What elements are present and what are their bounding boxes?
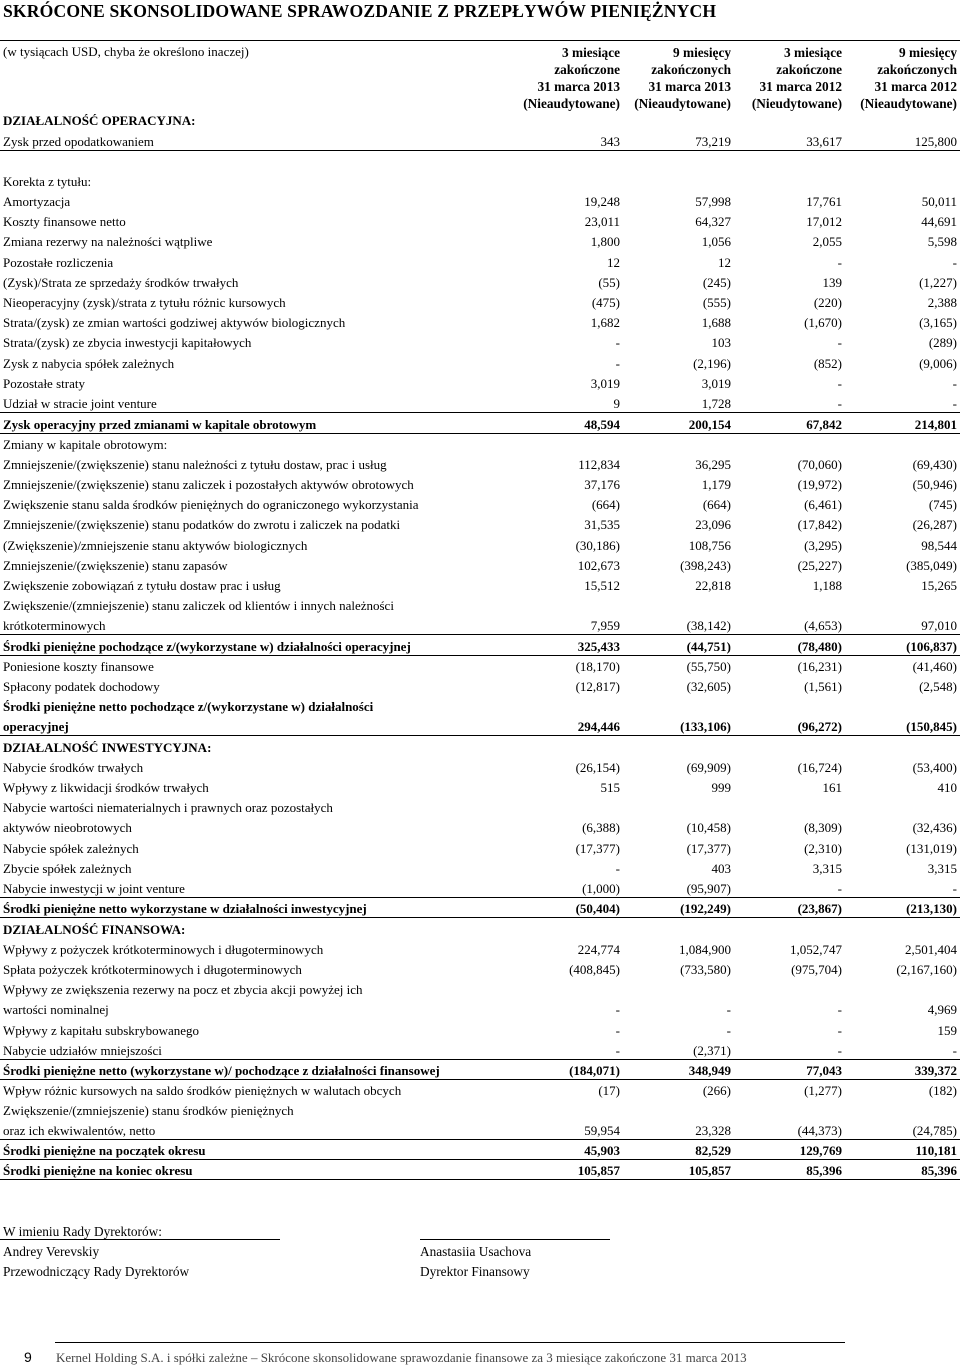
row-label: Środki pieniężne netto pochodzące z/(wykorzystane w) działalności [3, 699, 374, 714]
value-q1-2012: (96,272) [797, 719, 842, 734]
value-q1-2012: (3,295) [804, 538, 842, 553]
value-nine-months-2013: 1,056 [701, 234, 731, 249]
value-nine-months-2012: (69,430) [912, 457, 957, 472]
table-row [0, 716, 960, 736]
value-nine-months-2013: 64,327 [695, 214, 731, 229]
table-row [0, 332, 960, 352]
row-label: Nabycie środków trwałych [3, 760, 144, 775]
table-row [0, 696, 960, 716]
value-q1-2012: 139 [822, 275, 842, 290]
value-nine-months-2013: 22,818 [695, 578, 731, 593]
value-q1-2012: - [837, 1023, 842, 1038]
value-nine-months-2012: 110,181 [915, 1143, 957, 1158]
title-rule [0, 40, 960, 41]
value-q1-2013: 3,019 [590, 376, 620, 391]
table-row [0, 656, 960, 676]
table-row [0, 110, 960, 130]
value-nine-months-2013: (192,249) [680, 901, 731, 916]
value-nine-months-2012: (2,167,160) [896, 962, 957, 977]
value-nine-months-2013: 403 [711, 861, 731, 876]
table-row [0, 1060, 960, 1080]
value-nine-months-2012: 125,800 [914, 134, 957, 149]
value-q1-2013: 294,446 [577, 719, 620, 734]
row-label: Zmniejszenie/(zwiększenie) stanu należności z tytułu dostaw, prac i usług [3, 457, 387, 472]
value-q1-2012: (220) [813, 295, 842, 310]
row-label: Środki pieniężne netto wykorzystane w działalności inwestycyjnej [3, 901, 367, 916]
value-nine-months-2012: (2,548) [919, 679, 957, 694]
value-q1-2013: (17) [598, 1083, 620, 1098]
value-nine-months-2012: 4,969 [927, 1002, 957, 1017]
value-nine-months-2013: 36,295 [695, 457, 731, 472]
value-nine-months-2012: (24,785) [912, 1123, 957, 1138]
row-rule [0, 917, 960, 918]
value-nine-months-2012: 44,691 [921, 214, 957, 229]
value-nine-months-2013: 73,219 [695, 134, 731, 149]
column-header-1: 3 miesiące zakończone 31 marca 2013 (Nieaudytowane) [523, 45, 620, 111]
row-label: Wpływy z kapitału subskrybowanego [3, 1023, 200, 1038]
value-q1-2012: 3,315 [812, 861, 842, 876]
value-q1-2013: (475) [591, 295, 620, 310]
value-q1-2013: (6,388) [582, 820, 620, 835]
table-row [0, 737, 960, 757]
value-q1-2012: - [837, 881, 842, 896]
value-q1-2012: 33,617 [806, 134, 842, 149]
value-nine-months-2013: (733,580) [680, 962, 731, 977]
row-rule [0, 150, 960, 151]
value-q1-2013: (1,000) [582, 881, 620, 896]
value-q1-2013: (12,817) [575, 679, 620, 694]
row-label: (Zysk)/Strata ze sprzedaży środków trwałych [3, 275, 239, 290]
value-nine-months-2012: (9,006) [919, 356, 957, 371]
value-nine-months-2013: (245) [702, 275, 731, 290]
value-nine-months-2012: (50,946) [912, 477, 957, 492]
value-nine-months-2012: 339,372 [914, 1063, 957, 1078]
row-label: Poniesione koszty finansowe [3, 659, 154, 674]
table-row [0, 959, 960, 979]
row-label: Zmniejszenie/(zwiększenie) stanu podatków do zwrotu i zaliczek na podatki [3, 517, 401, 532]
column-header-4: 9 miesięcy zakończonych 31 marca 2012 (Nieaudytowane) [860, 45, 957, 111]
value-q1-2013: 59,954 [584, 1123, 620, 1138]
value-q1-2013: - [615, 1023, 620, 1038]
row-label: Wpływy z likwidacji środków trwałych [3, 780, 209, 795]
table-row [0, 272, 960, 292]
value-nine-months-2012: (53,400) [912, 760, 957, 775]
value-nine-months-2013: 23,328 [695, 1123, 731, 1138]
value-nine-months-2012: - [952, 376, 957, 391]
value-q1-2012: (44,373) [797, 1123, 842, 1138]
value-nine-months-2012: - [952, 396, 957, 411]
signatory-name-left: Andrey Verevskiy [3, 1244, 100, 1259]
table-row [0, 838, 960, 858]
row-label: Koszty finansowe netto [3, 214, 126, 229]
table-row [0, 373, 960, 393]
value-q1-2013: 1,800 [590, 234, 620, 249]
table-row [0, 434, 960, 454]
value-q1-2013: 9 [613, 396, 620, 411]
row-rule [0, 735, 960, 736]
value-nine-months-2012: - [952, 1043, 957, 1058]
row-label: Udział w stracie joint venture [3, 396, 157, 411]
value-q1-2012: (4,653) [804, 618, 842, 633]
value-nine-months-2012: (1,227) [919, 275, 957, 290]
column-header-3: 3 miesiące zakończone 31 marca 2012 (Nieudytowane) [751, 45, 842, 111]
row-label: Amortyzacja [3, 194, 71, 209]
value-nine-months-2013: 12 [718, 255, 731, 270]
value-q1-2013: - [615, 1002, 620, 1017]
table-row [0, 414, 960, 434]
value-nine-months-2013: (555) [702, 295, 731, 310]
table-row [0, 1100, 960, 1120]
value-q1-2012: (975,704) [791, 962, 842, 977]
row-label: aktywów nieobrotowych [3, 820, 132, 835]
value-q1-2012: - [837, 396, 842, 411]
value-q1-2012: 2,055 [812, 234, 842, 249]
value-nine-months-2013: (69,909) [686, 760, 731, 775]
value-nine-months-2012: 97,010 [921, 618, 957, 633]
table-row [0, 939, 960, 959]
value-nine-months-2013: (55,750) [686, 659, 731, 674]
value-nine-months-2012: (131,019) [906, 841, 957, 856]
row-rule [0, 412, 960, 413]
row-label: Zysk operacyjny przed zmianami w kapitale obrotowym [3, 417, 317, 432]
row-label: operacyjnej [3, 719, 69, 734]
table-row [0, 131, 960, 151]
row-label: Zbycie spółek zależnych [3, 861, 132, 876]
value-nine-months-2013: (664) [702, 497, 731, 512]
value-q1-2013: (26,154) [575, 760, 620, 775]
row-label: Zmniejszenie/(zwiększenie) stanu zapasów [3, 558, 228, 573]
value-nine-months-2012: (289) [928, 335, 957, 350]
value-q1-2013: 23,011 [584, 214, 620, 229]
value-nine-months-2012: 2,388 [927, 295, 957, 310]
value-nine-months-2013: (32,605) [686, 679, 731, 694]
value-q1-2012: 129,769 [799, 1143, 842, 1158]
value-q1-2012: 161 [822, 780, 842, 795]
value-nine-months-2013: - [726, 1023, 731, 1038]
value-nine-months-2012: 5,598 [927, 234, 957, 249]
value-nine-months-2012: (150,845) [906, 719, 957, 734]
table-row [0, 1120, 960, 1140]
table-row [0, 878, 960, 898]
value-nine-months-2012: (26,287) [912, 517, 957, 532]
table-row [0, 636, 960, 656]
row-label: oraz ich ekwiwalentów, netto [3, 1123, 156, 1138]
row-label: Wpływy z pożyczek krótkoterminowych i długoterminowych [3, 942, 324, 957]
table-row [0, 797, 960, 817]
value-q1-2012: - [837, 376, 842, 391]
row-label: Środki pieniężne pochodzące z/(wykorzystane w) działalności operacyjnej [3, 639, 411, 654]
row-label: Pozostałe rozliczenia [3, 255, 114, 270]
value-q1-2013: (664) [591, 497, 620, 512]
row-label: Środki pieniężne na początek okresu [3, 1143, 206, 1158]
row-label: Zmniejszenie/(zwiększenie) stanu zaliczek i pozostałych aktywów obrotowych [3, 477, 414, 492]
value-q1-2012: (1,561) [804, 679, 842, 694]
table-row [0, 1160, 960, 1180]
value-nine-months-2013: (2,196) [693, 356, 731, 371]
value-q1-2013: 102,673 [577, 558, 620, 573]
row-label: Wpływy ze zwiększenia rezerwy na pocz et zbycia akcji powyżej ich [3, 982, 363, 997]
value-nine-months-2013: (17,377) [686, 841, 731, 856]
value-nine-months-2013: 200,154 [688, 417, 731, 432]
value-nine-months-2012: 85,396 [921, 1163, 957, 1178]
value-q1-2012: (70,060) [797, 457, 842, 472]
value-q1-2013: 105,857 [577, 1163, 620, 1178]
value-q1-2013: 343 [600, 134, 620, 149]
row-label: Spłacony podatek dochodowy [3, 679, 160, 694]
table-row [0, 1040, 960, 1060]
value-q1-2012: (16,231) [797, 659, 842, 674]
row-label: Zmiany w kapitale obrotowym: [3, 437, 168, 452]
value-nine-months-2012: 159 [937, 1023, 957, 1038]
row-label: DZIAŁALNOŚĆ OPERACYJNA: [3, 113, 196, 128]
value-nine-months-2013: 999 [711, 780, 731, 795]
value-q1-2013: 15,512 [584, 578, 620, 593]
footer-rule [55, 1342, 845, 1343]
value-q1-2012: (852) [813, 356, 842, 371]
value-nine-months-2012: (385,049) [906, 558, 957, 573]
row-rule [0, 1179, 960, 1180]
value-nine-months-2012: 50,011 [921, 194, 957, 209]
value-nine-months-2013: (133,106) [680, 719, 731, 734]
value-q1-2013: 112,834 [578, 457, 620, 472]
value-nine-months-2012: (745) [928, 497, 957, 512]
row-label: Nabycie spółek zależnych [3, 841, 139, 856]
value-q1-2012: - [837, 255, 842, 270]
value-q1-2012: - [837, 1043, 842, 1058]
row-label: DZIAŁALNOŚĆ INWESTYCYJNA: [3, 740, 212, 755]
table-row [0, 191, 960, 211]
value-nine-months-2013: 23,096 [695, 517, 731, 532]
value-q1-2012: (17,842) [797, 517, 842, 532]
value-q1-2012: (1,670) [804, 315, 842, 330]
value-nine-months-2012: (106,837) [906, 639, 957, 654]
value-q1-2012: 17,761 [806, 194, 842, 209]
row-rule [0, 634, 960, 635]
table-row [0, 211, 960, 231]
value-q1-2013: 48,594 [584, 417, 620, 432]
row-label: Pozostałe straty [3, 376, 85, 391]
value-nine-months-2013: 3,019 [701, 376, 731, 391]
value-q1-2013: (17,377) [575, 841, 620, 856]
table-row [0, 757, 960, 777]
table-row [0, 1080, 960, 1100]
value-q1-2013: 7,959 [590, 618, 620, 633]
value-q1-2013: - [615, 335, 620, 350]
value-q1-2013: 12 [607, 255, 620, 270]
value-nine-months-2012: 214,801 [914, 417, 957, 432]
row-label: DZIAŁALNOŚĆ FINANSOWA: [3, 922, 186, 937]
value-nine-months-2012: 15,265 [921, 578, 957, 593]
table-row [0, 535, 960, 555]
value-q1-2012: - [837, 1002, 842, 1017]
signatures-heading: W imieniu Rady Dyrektorów: [3, 1224, 162, 1239]
table-row [0, 999, 960, 1019]
value-nine-months-2013: 1,084,900 [679, 942, 731, 957]
row-label: Zwiększenie/(zmniejszenie) stanu zaliczek od klientów i innych należności [3, 598, 394, 613]
value-nine-months-2013: 1,179 [701, 477, 731, 492]
value-q1-2012: 17,012 [806, 214, 842, 229]
table-row [0, 615, 960, 635]
value-nine-months-2012: (182) [928, 1083, 957, 1098]
value-q1-2013: (55) [598, 275, 620, 290]
value-nine-months-2013: (95,907) [686, 881, 731, 896]
value-q1-2012: 67,842 [806, 417, 842, 432]
row-label: krótkoterminowych [3, 618, 106, 633]
table-row [0, 898, 960, 918]
value-q1-2012: (25,227) [797, 558, 842, 573]
value-nine-months-2013: (398,243) [680, 558, 731, 573]
value-q1-2013: 31,535 [584, 517, 620, 532]
table-row [0, 817, 960, 837]
table-row [0, 919, 960, 939]
table-row [0, 1020, 960, 1040]
table-row [0, 575, 960, 595]
row-label: wartości nominalnej [3, 1002, 109, 1017]
table-row [0, 353, 960, 373]
table-row [0, 595, 960, 615]
value-nine-months-2012: 3,315 [927, 861, 957, 876]
table-row [0, 979, 960, 999]
row-label: Zmiana rezerwy na należności wątpliwe [3, 234, 213, 249]
value-q1-2012: 77,043 [806, 1063, 842, 1078]
value-nine-months-2013: 1,688 [701, 315, 731, 330]
signature-line-right [420, 1239, 610, 1240]
value-nine-months-2013: - [726, 1002, 731, 1017]
value-q1-2013: (18,170) [575, 659, 620, 674]
value-nine-months-2013: 103 [711, 335, 731, 350]
table-row [0, 312, 960, 332]
value-nine-months-2012: - [952, 881, 957, 896]
table-row [0, 555, 960, 575]
value-q1-2013: - [615, 1043, 620, 1058]
value-nine-months-2012: (213,130) [906, 901, 957, 916]
value-nine-months-2013: (38,142) [686, 618, 731, 633]
value-nine-months-2012: 410 [937, 780, 957, 795]
row-label: Strata/(zysk) ze zbycia inwestycji kapitałowych [3, 335, 252, 350]
row-label: Nabycie wartości niematerialnych i prawnych oraz pozostałych [3, 800, 333, 815]
page-number: 9 [24, 1349, 32, 1365]
row-label: (Zwiększenie)/zmniejszenie stanu aktywów biologicznych [3, 538, 308, 553]
value-q1-2013: (408,845) [569, 962, 620, 977]
value-q1-2013: 19,248 [584, 194, 620, 209]
value-nine-months-2012: (3,165) [919, 315, 957, 330]
signatory-name-right: Anastasiia Usachova [420, 1244, 532, 1259]
value-q1-2012: (6,461) [804, 497, 842, 512]
value-q1-2013: (50,404) [575, 901, 620, 916]
value-nine-months-2012: 2,501,404 [905, 942, 957, 957]
value-q1-2013: 515 [600, 780, 620, 795]
value-q1-2012: - [837, 335, 842, 350]
signatory-role-left: Przewodniczący Rady Dyrektorów [3, 1264, 190, 1279]
value-nine-months-2013: 105,857 [688, 1163, 731, 1178]
row-label: Zwiększenie zobowiązań z tytułu dostaw prac i usług [3, 578, 281, 593]
value-q1-2013: 1,682 [590, 315, 620, 330]
signatory-role-right: Dyrektor Finansowy [420, 1264, 530, 1279]
value-q1-2013: 325,433 [577, 639, 620, 654]
value-q1-2013: - [615, 861, 620, 876]
value-q1-2012: (16,724) [797, 760, 842, 775]
table-row [0, 474, 960, 494]
value-q1-2012: (1,277) [804, 1083, 842, 1098]
row-label: Zysk przed opodatkowaniem [3, 134, 154, 149]
value-q1-2013: 45,903 [584, 1143, 620, 1158]
row-label: Środki pieniężne na koniec okresu [3, 1163, 193, 1178]
row-label: Zwiększenie stanu salda środków pieniężnych do ograniczonego wykorzystania [3, 497, 419, 512]
table-row [0, 494, 960, 514]
row-label: Spłata pożyczek krótkoterminowych i długoterminowych [3, 962, 302, 977]
table-row [0, 252, 960, 272]
row-label: Wpływ różnic kursowych na saldo środków pieniężnych w walutach obcych [3, 1083, 402, 1098]
table-row [0, 454, 960, 474]
row-label: Korekta z tytułu: [3, 174, 92, 189]
value-q1-2012: (78,480) [797, 639, 842, 654]
table-row [0, 292, 960, 312]
value-q1-2012: (2,310) [804, 841, 842, 856]
value-nine-months-2013: 348,949 [688, 1063, 731, 1078]
value-q1-2012: (23,867) [797, 901, 842, 916]
value-q1-2012: 1,188 [812, 578, 842, 593]
value-nine-months-2013: 82,529 [695, 1143, 731, 1158]
value-q1-2013: (30,186) [575, 538, 620, 553]
value-q1-2012: (19,972) [797, 477, 842, 492]
value-q1-2012: 85,396 [806, 1163, 842, 1178]
value-q1-2013: - [615, 356, 620, 371]
value-nine-months-2013: 57,998 [695, 194, 731, 209]
row-label: Środki pieniężne netto (wykorzystane w)/ pochodzące z działalności finansowej [3, 1063, 440, 1078]
value-nine-months-2012: 98,544 [921, 538, 957, 553]
value-q1-2012: 1,052,747 [790, 942, 842, 957]
value-q1-2013: 37,176 [584, 477, 620, 492]
table-row [0, 858, 960, 878]
value-nine-months-2013: (266) [702, 1083, 731, 1098]
row-label: Nieoperacyjny (zysk)/strata z tytułu różnic kursowych [3, 295, 286, 310]
column-header-2: 9 miesięcy zakończonych 31 marca 2013 (Nieaudytowane) [634, 45, 731, 111]
row-label: Zwiększenie/(zmniejszenie) stanu środków pieniężnych [3, 1103, 294, 1118]
row-label: Nabycie udziałów mniejszości [3, 1043, 162, 1058]
footer-text: Kernel Holding S.A. i spółki zależne – Skrócone skonsolidowane sprawozdanie finansowe za 3 miesiące zakończone 31 marca 2013 [56, 1350, 747, 1365]
value-q1-2013: 224,774 [577, 942, 620, 957]
table-row [0, 1140, 960, 1160]
table-row [0, 514, 960, 534]
table-row [0, 231, 960, 251]
table-row [0, 171, 960, 191]
value-nine-months-2013: 108,756 [688, 538, 731, 553]
value-nine-months-2013: (10,458) [686, 820, 731, 835]
value-q1-2012: (8,309) [804, 820, 842, 835]
value-nine-months-2013: (2,371) [693, 1043, 731, 1058]
value-nine-months-2013: (44,751) [686, 639, 731, 654]
value-nine-months-2012: - [952, 255, 957, 270]
page-title: SKRÓCONE SKONSOLIDOWANE SPRAWOZDANIE Z PRZEPŁYWÓW PIENIĘŻNYCH [3, 1, 717, 21]
table-row [0, 676, 960, 696]
value-nine-months-2013: 1,728 [701, 396, 731, 411]
table-row [0, 393, 960, 413]
value-nine-months-2012: (32,436) [912, 820, 957, 835]
row-label: Nabycie inwestycji w joint venture [3, 881, 185, 896]
value-nine-months-2012: (41,460) [912, 659, 957, 674]
value-q1-2013: (184,071) [569, 1063, 620, 1078]
row-label: Strata/(zysk) ze zmian wartości godziwej aktywów biologicznych [3, 315, 346, 330]
row-label: Zysk z nabycia spółek zależnych [3, 356, 175, 371]
units-note: (w tysiącach USD, chyba że określono inaczej) [3, 44, 249, 59]
table-row [0, 777, 960, 797]
